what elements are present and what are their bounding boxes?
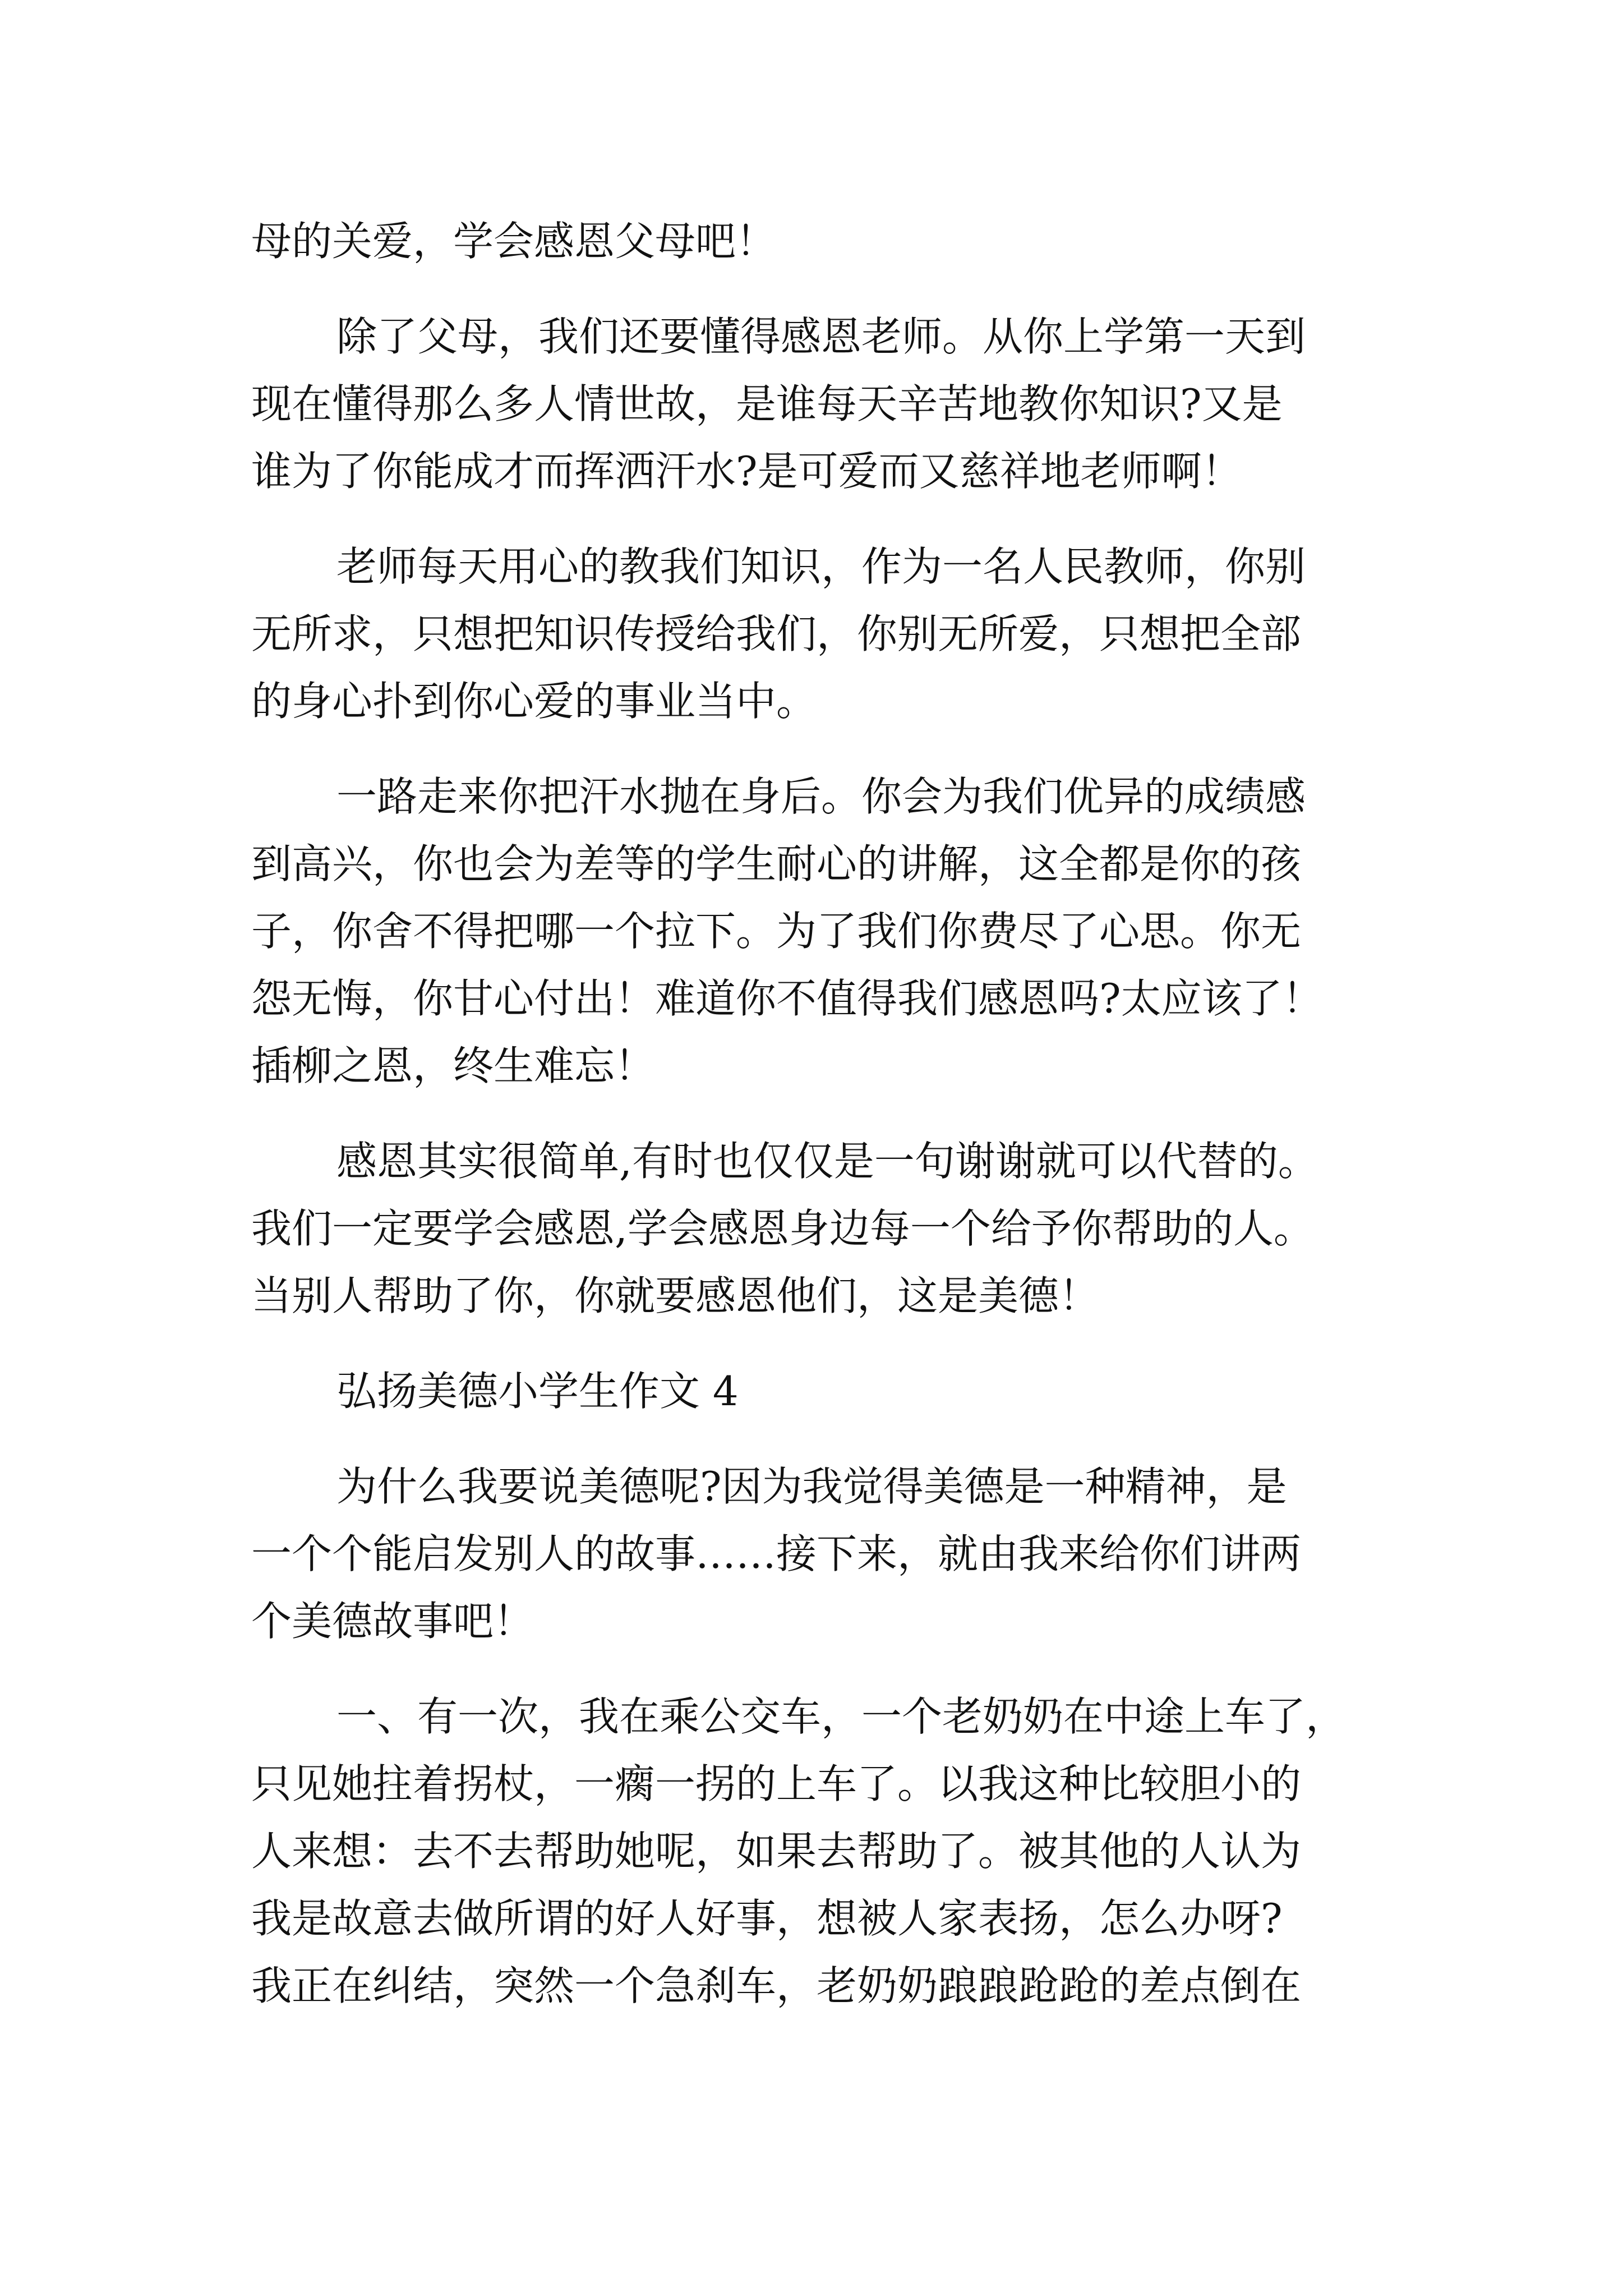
- text-line: 现在懂得那么多人情世故，是谁每天辛苦地教你知识?又是: [251, 380, 1283, 427]
- text-line: 人来想：去不去帮助她呢，如果去帮助了。被其他的人认为: [251, 1828, 1302, 1875]
- text-line: 只见她拄着拐杖，一瘸一拐的上车了。以我这种比较胆小的: [251, 1760, 1302, 1807]
- text-line: 当别人帮助了你，你就要感恩他们，这是美德！: [251, 1272, 1100, 1319]
- paragraph-start: 老师每天用心的教我们知识，作为一名人民教师，你别: [336, 543, 1306, 590]
- text-line: 一个个能启发别人的故事……接下来，就由我来给你们讲两: [251, 1530, 1302, 1577]
- text-line: 到高兴，你也会为差等的学生耐心的讲解，这全都是你的孩: [251, 840, 1302, 887]
- text-line: 的身心扑到你心爱的事业当中。: [251, 678, 817, 725]
- text-line: 个美德故事吧！: [251, 1598, 534, 1645]
- text-line: 我正在纠结，突然一个急刹车，老奶奶踉踉跄跄的差点倒在: [251, 1962, 1302, 2009]
- text-line: 子，你舍不得把哪一个拉下。为了我们你费尽了心思。你无: [251, 908, 1302, 955]
- section-heading: 弘扬美德小学生作文 4: [336, 1368, 739, 1415]
- text-line: 无所求，只想把知识传授给我们，你别无所爱，只想把全部: [251, 610, 1302, 657]
- text-line: 母的关爱，学会感恩父母吧！: [251, 218, 777, 265]
- paragraph-start: 为什么我要说美德呢?因为我觉得美德是一种精神，是: [336, 1463, 1287, 1510]
- text-line: 我们一定要学会感恩,学会感恩身边每一个给予你帮助的人。: [251, 1205, 1314, 1252]
- text-line: 插柳之恩，终生难忘！: [251, 1042, 656, 1089]
- essay-text: [251, 208, 1378, 2019]
- paragraph-start: 除了父母，我们还要懂得感恩老师。从你上学第一天到: [336, 313, 1306, 360]
- paragraph-start: 感恩其实很简单,有时也仅仅是一句谢谢就可以代替的。: [336, 1138, 1318, 1185]
- paragraph-start: 一路走来你把汗水抛在身后。你会为我们优异的成绩感: [336, 773, 1306, 820]
- text-line: 我是故意去做所谓的好人好事，想被人家表扬，怎么办呀?: [251, 1895, 1283, 1942]
- text-line: 谁为了你能成才而挥洒汗水?是可爱而又慈祥地老师啊！: [251, 448, 1242, 495]
- paragraph-start: 一、有一次，我在乘公交车，一个老奶奶在中途上车了，: [336, 1693, 1347, 1740]
- text-line: 怨无悔，你甘心付出！难道你不值得我们感恩吗?太应该了！: [251, 975, 1323, 1022]
